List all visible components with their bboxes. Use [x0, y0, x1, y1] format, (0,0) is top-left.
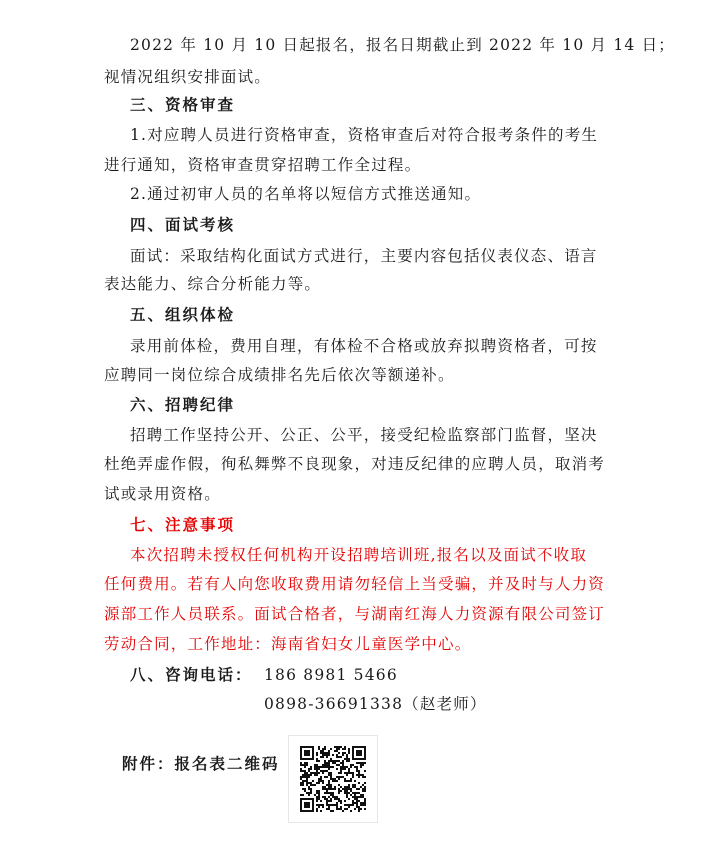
paragraph-line: 杜绝弄虚作假，徇私舞弊不良现象，对违反纪律的应聘人员，取消考 — [104, 455, 606, 473]
section-heading-qualification: 三、资格审查 — [130, 95, 236, 114]
contact-label: 八、咨询电话： — [130, 665, 253, 684]
section-heading-medical: 五、组织体检 — [130, 305, 236, 324]
contact-phone-mobile: 186 8981 5466 — [264, 666, 398, 684]
paragraph-line: 2022 年 10 月 10 日起报名，报名日期截止到 2022 年 10 月 14 日； — [130, 36, 675, 54]
paragraph-line: 录用前体检，费用自理，有体检不合格或放弃拟聘资格者，可按 — [130, 337, 598, 355]
section-heading-notice: 七、注意事项 — [130, 515, 236, 534]
attachment-label: 附件：报名表二维码 — [122, 754, 280, 773]
section-heading-interview: 四、面试考核 — [130, 215, 236, 234]
notice-line: 劳动合同，工作地址：海南省妇女儿童医学中心。 — [104, 635, 472, 653]
paragraph-line: 2.通过初审人员的名单将以短信方式推送通知。 — [130, 185, 482, 203]
contact-phone-landline: 0898-36691338（赵老师） — [264, 695, 487, 713]
paragraph-line: 试或录用资格。 — [104, 485, 221, 503]
paragraph-line: 招聘工作坚持公开、公正、公平，接受纪检监察部门监督，坚决 — [130, 426, 598, 444]
qr-code-icon — [300, 746, 366, 812]
paragraph-line: 视情况组织安排面试。 — [104, 68, 272, 86]
paragraph-line: 进行通知，资格审查贯穿招聘工作全过程。 — [104, 156, 422, 174]
section-heading-discipline: 六、招聘纪律 — [130, 395, 236, 414]
paragraph-line: 表达能力、综合分析能力等。 — [104, 275, 322, 293]
notice-line: 源部工作人员联系。面试合格者，与湖南红海人力资源有限公司签订 — [104, 605, 606, 623]
paragraph-line: 1.对应聘人员进行资格审查，资格审查后对符合报考条件的考生 — [130, 126, 599, 144]
notice-line: 本次招聘未授权任何机构开设招聘培训班,报名以及面试不收取 — [130, 546, 588, 564]
qr-code — [288, 735, 378, 823]
paragraph-line: 应聘同一岗位综合成绩排名先后依次等额递补。 — [104, 366, 455, 384]
notice-line: 任何费用。若有人向您收取费用请勿轻信上当受骗，并及时与人力资 — [104, 575, 606, 593]
paragraph-line: 面试：采取结构化面试方式进行，主要内容包括仪表仪态、语言 — [130, 247, 598, 265]
